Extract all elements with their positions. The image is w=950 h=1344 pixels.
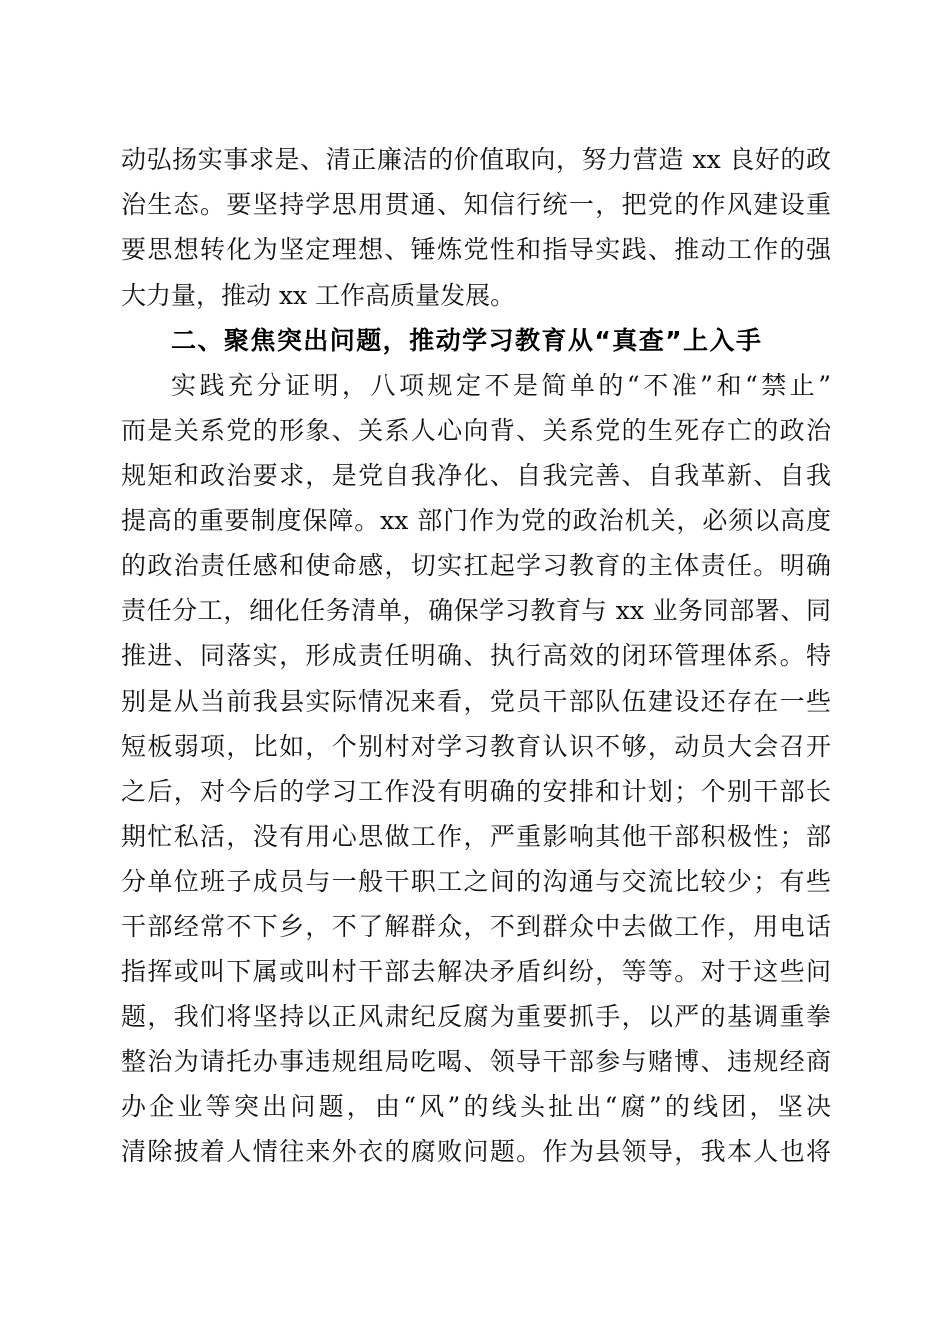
paragraph-line: 的政治责任感和使命感，切实扛起学习教育的主体责任。明确 <box>121 551 831 580</box>
paragraph-line: 整治为请托办事违规组局吃喝、领导干部参与赌博、违规经商 <box>121 1047 831 1076</box>
paragraph-line: 推进、同落实，形成责任明确、执行高效的闭环管理体系。特 <box>121 641 831 670</box>
paragraph-line: 要思想转化为坚定理想、锤炼党性和指导实践、推动工作的强 <box>121 235 831 264</box>
paragraph-line: 指挥或叫下属或叫村干部去解决矛盾纠纷，等等。对于这些问 <box>121 957 831 986</box>
paragraph-line: 动弘扬实事求是、清正廉洁的价值取向，努力营造 xx 良好的政 <box>121 145 831 174</box>
paragraph-line: 实践充分证明，八项规定不是简单的“不准”和“禁止” <box>171 371 831 400</box>
paragraph-line: 规矩和政治要求，是党自我净化、自我完善、自我革新、自我 <box>121 461 831 490</box>
paragraph-line: 题，我们将坚持以正风肃纪反腐为重要抓手，以严的基调重拳 <box>121 1002 831 1031</box>
paragraph-line: 治生态。要坚持学思用贯通、知信行统一，把党的作风建设重 <box>121 190 831 219</box>
paragraph-line: 提高的重要制度保障。xx 部门作为党的政治机关，必须以高度 <box>121 506 831 535</box>
paragraph-line: 别是从当前我县实际情况来看，党员干部队伍建设还存在一些 <box>121 687 831 716</box>
section-heading: 二、聚焦突出问题，推动学习教育从“真查”上入手 <box>171 326 761 355</box>
paragraph-line: 清除披着人情往来外衣的腐败问题。作为县领导，我本人也将 <box>121 1137 831 1166</box>
paragraph-line: 之后，对今后的学习工作没有明确的安排和计划；个别干部长 <box>121 777 831 806</box>
paragraph-line: 期忙私活，没有用心思做工作，严重影响其他干部积极性；部 <box>121 822 831 851</box>
paragraph-line: 分单位班子成员与一般干职工之间的沟通与交流比较少；有些 <box>121 867 831 896</box>
paragraph-line: 办企业等突出问题，由“风”的线头扯出“腐”的线团，坚决 <box>121 1092 831 1121</box>
paragraph-line: 短板弱项，比如，个别村对学习教育认识不够，动员大会召开 <box>121 732 831 761</box>
paragraph-line: 干部经常不下乡，不了解群众，不到群众中去做工作，用电话 <box>121 912 831 941</box>
paragraph-line: 责任分工，细化任务清单，确保学习教育与 xx 业务同部署、同 <box>121 596 831 625</box>
paragraph-line: 大力量，推动 xx 工作高质量发展。 <box>121 281 516 310</box>
paragraph-line: 而是关系党的形象、关系人心向背、关系党的生死存亡的政治 <box>121 416 831 445</box>
